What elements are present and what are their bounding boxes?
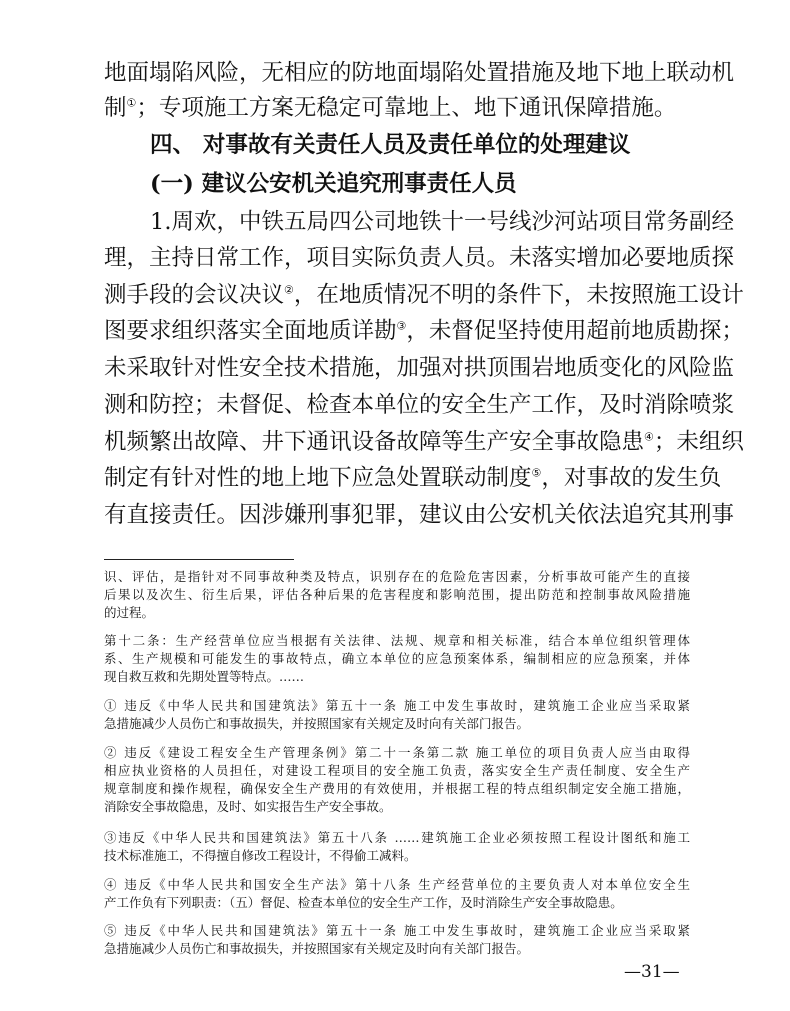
footnote-ref: ④: [644, 430, 654, 444]
footnote-5: [104, 922, 690, 958]
body-text: ；未组织: [653, 429, 744, 455]
footnote-line: 后果以及次生、衍生后果，评估各种后果的危害程度和影响范围，提出防范和控制事故风险措施: [104, 587, 690, 602]
body-text: ，未督促坚持使用超前地质勘探；: [406, 318, 744, 344]
footnote-line: 识、评估，是指针对不同事故种类及特点，识别存在的危险危害因素，分析事故可能产生的直接: [104, 569, 690, 584]
footnote-line: ③违反《中华人民共和国建筑法》第五十八条 ……建筑施工企业必须按照工程设计图纸和施工: [104, 830, 690, 845]
body-text: ；专项施工方案无稳定可靠地上、地下通讯保障措施。: [136, 95, 677, 121]
body-text: 制定有针对性的地上地下应急处置联动制度: [104, 465, 532, 491]
body-text: 图要求组织落实全面地质详勘: [104, 318, 397, 344]
footnote-line: 规章制度和操作规程，确保安全生产费用的有效使用，并根据工程的特点组织制定安全施工措施，: [104, 781, 690, 796]
footnote-line: 产工作负有下列职责：（五）督促、检查本单位的安全生产工作，及时消除生产安全事故隐患。: [104, 895, 623, 910]
footnote-line: 现自救互救和先期处置等特点。……: [104, 669, 305, 684]
body-line: 理，主持日常工作，项目实际负责人员。未落实增加必要地质探: [104, 245, 735, 271]
body-line: 1.周欢，中铁五局四公司地铁十一号线沙河站项目常务副经: [150, 209, 734, 235]
body-line: [104, 427, 744, 457]
footnote-line: ② 违反《建设工程安全生产管理条例》第二十一条第二款 施工单位的项目负责人应当由取得: [104, 745, 690, 760]
footnote-line: 技术标准施工，不得擅自修改工程设计，不得偷工减料。: [104, 848, 417, 863]
footnote-line: 急措施减少人员伤亡和事故损失，并按照国家有关规定及时向有关部门报告。: [104, 941, 530, 956]
section-heading: 四、 对事故有关责任人员及责任单位的处理建议: [150, 132, 631, 158]
body-text: ，对事故的发生负: [541, 465, 722, 491]
body-line: 未采取针对性安全技术措施，加强对拱顶围岩地质变化的风险监: [104, 355, 735, 381]
subsection-heading: (一) 建议公安机关追究刑事责任人员: [150, 171, 517, 197]
body-line: 有直接责任。因涉嫌刑事犯罪，建议由公安机关依法追究其刑事: [104, 502, 735, 528]
footnote-line: ① 违反《中华人民共和国建筑法》第五十一条 施工中发生事故时，建筑施工企业应当采取紧: [104, 698, 690, 713]
body-text: ，在地质情况不明的条件下，未按照施工设计: [293, 282, 744, 308]
footnote-ref: ①: [126, 96, 137, 110]
body-line: 测和防控；未督促、检查本单位的安全生产工作，及时消除喷浆: [104, 392, 735, 418]
footnote-2: [104, 744, 690, 816]
footnote-ref: ②: [284, 283, 294, 297]
footnote-continued: [104, 568, 690, 622]
footnote-4: [104, 876, 690, 912]
footnote-line: 第十二条：生产经营单位应当根据有关法律、法规、规章和相关标准，结合本单位组织管理体: [104, 633, 690, 648]
page-number: —31—: [624, 962, 680, 982]
body-text: 机频繁出故障、井下通讯设备故障等生产安全事故隐患: [104, 429, 645, 455]
footnote-line: ⑤ 违反《中华人民共和国建筑法》第五十一条 施工中发生事故时，建筑施工企业应当采取紧: [104, 923, 690, 938]
body-text: 制: [104, 95, 127, 121]
body-line: [104, 316, 744, 346]
footnote-article-12: [104, 632, 690, 686]
body-line: [104, 280, 744, 310]
footnote-1: [104, 697, 690, 733]
footnote-ref: ③: [396, 319, 407, 333]
body-line: 地面塌陷风险，无相应的防地面塌陷处置措施及地下地上联动机: [104, 60, 735, 86]
footnote-line: 消除安全事故隐患，及时、如实报告生产安全事故。: [104, 799, 392, 814]
footnote-line: 的过程。: [104, 605, 155, 620]
footnote-3: [104, 829, 690, 865]
footnote-line: 系、生产规模和可能发生的事故特点，确立本单位的应急预案体系，编制相应的应急预案，并体: [104, 651, 690, 666]
body-line: [104, 93, 694, 123]
footnote-line: 相应执业资格的人员担任，对建设工程项目的安全施工负责，落实安全生产责任制度、安全生产: [104, 763, 690, 778]
footnote-line: ④ 违反《中华人民共和国安全生产法》第十八条 生产经营单位的主要负责人对本单位安全生: [104, 877, 690, 892]
footnote-ref: ⑤: [531, 466, 542, 480]
body-line: [104, 463, 722, 493]
footnote-separator: [104, 559, 294, 560]
footnote-line: 急措施减少人员伤亡和事故损失，并按照国家有关规定及时向有关部门报告。: [104, 716, 530, 731]
body-text: 测手段的会议决议: [104, 282, 285, 308]
